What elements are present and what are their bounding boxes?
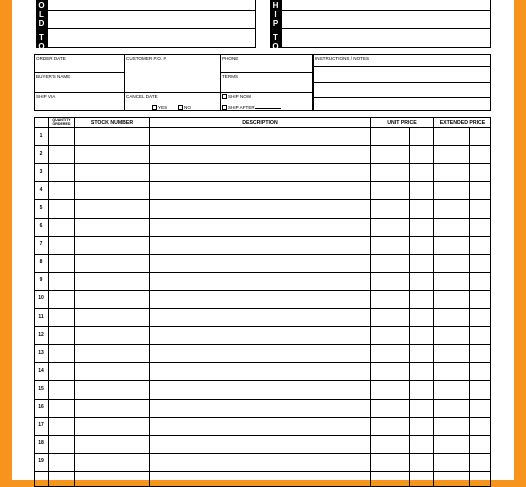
phone-label: PHONE bbox=[222, 56, 239, 61]
row-number: 4 bbox=[39, 186, 43, 193]
table-row[interactable] bbox=[49, 436, 490, 453]
grid-divider bbox=[220, 54, 221, 111]
table-row-rule bbox=[34, 471, 491, 472]
table-row[interactable] bbox=[49, 219, 490, 236]
row-number: 6 bbox=[39, 223, 43, 230]
checkbox-icon bbox=[178, 105, 183, 110]
table-row[interactable] bbox=[49, 255, 490, 272]
instructions-line bbox=[313, 82, 491, 83]
sold-to-letter: T bbox=[39, 33, 44, 42]
sold-to-letter: O bbox=[38, 42, 45, 51]
row-number: 12 bbox=[38, 331, 44, 338]
description-header: DESCRIPTION bbox=[242, 120, 278, 126]
qty-header-line: QUANTITY bbox=[52, 118, 71, 122]
order-date-label: ORDER DATE bbox=[36, 56, 66, 61]
cancel-no-option[interactable] bbox=[178, 105, 191, 110]
grid-divider bbox=[220, 72, 313, 73]
table-row[interactable] bbox=[49, 164, 490, 181]
stock-number-header: STOCK NUMBER bbox=[90, 120, 134, 126]
table-row[interactable] bbox=[49, 273, 490, 290]
order-form-sheet bbox=[12, 0, 514, 480]
row-number: 11 bbox=[38, 313, 44, 320]
grid-divider bbox=[124, 54, 125, 111]
ship-after-blank bbox=[255, 108, 281, 109]
table-row[interactable] bbox=[49, 400, 490, 417]
row-number: 17 bbox=[38, 422, 44, 429]
table-row[interactable] bbox=[49, 291, 490, 308]
ship-after-option[interactable] bbox=[222, 105, 281, 110]
instructions-line bbox=[313, 66, 491, 67]
row-number: 13 bbox=[38, 349, 44, 356]
ship-to-letter: I bbox=[274, 10, 277, 19]
row-number: 15 bbox=[38, 385, 44, 392]
checkbox-icon bbox=[222, 105, 227, 110]
row-number: 9 bbox=[39, 277, 43, 284]
table-row[interactable] bbox=[49, 363, 490, 380]
table-row[interactable] bbox=[49, 200, 490, 217]
ship-to-letter: O bbox=[272, 42, 279, 51]
ship-via-label: SHIP VIA bbox=[36, 94, 56, 99]
table-row[interactable] bbox=[49, 418, 490, 435]
sold-to-field[interactable] bbox=[47, 0, 256, 48]
sold-to-letter: O bbox=[38, 1, 45, 10]
table-row[interactable] bbox=[49, 327, 490, 344]
checkbox-icon bbox=[222, 94, 227, 99]
sold-to-letter: D bbox=[38, 19, 45, 28]
row-number: 19 bbox=[38, 458, 44, 465]
table-row[interactable] bbox=[49, 146, 490, 163]
ship-now-option[interactable] bbox=[222, 94, 251, 99]
table-row[interactable] bbox=[49, 128, 490, 145]
buyer-name-label: BUYER'S NAME bbox=[36, 74, 71, 79]
extended-price-header: EXTENDED PRICE bbox=[439, 120, 486, 126]
row-number: 18 bbox=[38, 440, 44, 447]
table-row[interactable] bbox=[49, 309, 490, 326]
table-row[interactable] bbox=[49, 454, 490, 471]
qty-header bbox=[49, 118, 74, 126]
row-number: 8 bbox=[39, 259, 43, 266]
sold-to-line bbox=[47, 10, 256, 11]
row-number: 7 bbox=[39, 241, 43, 248]
terms-label: TERMS bbox=[222, 74, 239, 79]
qty-header-line: ORDERED bbox=[52, 122, 71, 126]
sold-to-line bbox=[47, 28, 256, 29]
ship-to-line bbox=[281, 10, 491, 11]
ship-to-field[interactable] bbox=[281, 0, 491, 48]
cancel-date-label: CANCEL DATE bbox=[126, 94, 158, 99]
table-row[interactable] bbox=[49, 381, 490, 398]
ship-to-label bbox=[270, 0, 281, 51]
instructions-label: INSTRUCTIONS / NOTES bbox=[315, 56, 370, 61]
table-row[interactable] bbox=[49, 182, 490, 199]
no-label: NO bbox=[184, 105, 191, 110]
customer-po-label: CUSTOMER P.O. # bbox=[126, 56, 166, 61]
grid-divider bbox=[34, 92, 313, 93]
ship-to-letter: T bbox=[273, 33, 278, 42]
unit-price-header: UNIT PRICE bbox=[387, 120, 417, 126]
yes-label: YES bbox=[158, 105, 168, 110]
row-number: 5 bbox=[39, 204, 43, 211]
table-row[interactable] bbox=[49, 345, 490, 362]
checkbox-icon bbox=[152, 105, 157, 110]
row-number: 16 bbox=[38, 404, 44, 411]
row-number: 2 bbox=[39, 150, 43, 157]
ship-to-letter: P bbox=[272, 19, 279, 28]
row-number: 3 bbox=[39, 168, 43, 175]
sold-to-letter: L bbox=[39, 10, 44, 19]
table-row[interactable] bbox=[49, 237, 490, 254]
row-number: 10 bbox=[38, 295, 44, 302]
cancel-yes-option[interactable] bbox=[152, 105, 167, 110]
row-number: 14 bbox=[38, 367, 44, 374]
order-info-grid bbox=[34, 54, 313, 111]
ship-to-letter: H bbox=[272, 1, 279, 10]
ship-to-line bbox=[281, 28, 491, 29]
sold-to-label bbox=[36, 0, 47, 51]
row-number: 1 bbox=[39, 132, 43, 139]
ship-now-label: SHIP NOW bbox=[228, 94, 252, 99]
ship-after-label: SHIP AFTER bbox=[228, 105, 255, 110]
instructions-line bbox=[313, 97, 491, 98]
grid-divider bbox=[34, 72, 124, 73]
